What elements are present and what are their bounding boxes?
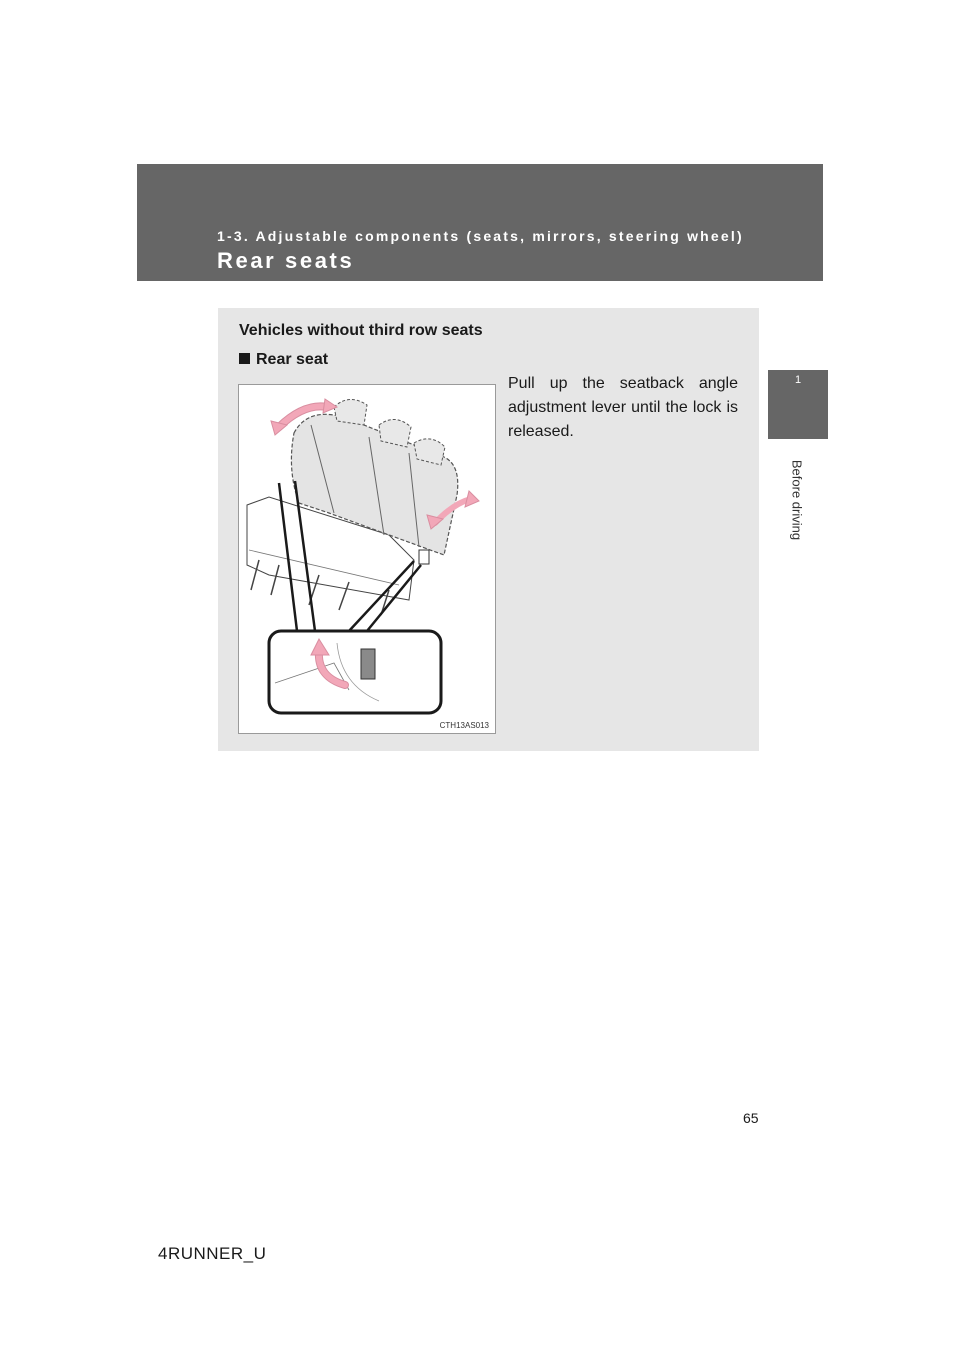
page-title: Rear seats xyxy=(217,248,355,273)
section-label: 1-3. Adjustable components (seats, mirrors, steering wheel) xyxy=(217,228,744,244)
page-number: 65 xyxy=(743,1110,759,1126)
subsection-heading: Vehicles without third row seats xyxy=(239,322,483,339)
rear-seat-drawing xyxy=(239,385,495,733)
figure-code: CTH13AS013 xyxy=(439,721,489,730)
instruction-text: Pull up the seatback angle adjustment lever until the lock is released. xyxy=(508,375,738,440)
content-box xyxy=(218,308,759,751)
page-header xyxy=(137,164,823,281)
chapter-number: 1 xyxy=(794,374,802,386)
footer-model-code: 4RUNNER_U xyxy=(158,1244,267,1263)
chapter-tab[interactable] xyxy=(768,370,828,439)
chapter-label: Before driving xyxy=(789,459,805,541)
item-heading xyxy=(239,351,328,369)
square-bullet-icon xyxy=(239,353,250,364)
item-label: Rear seat xyxy=(256,351,329,368)
seat-illustration xyxy=(238,384,496,734)
